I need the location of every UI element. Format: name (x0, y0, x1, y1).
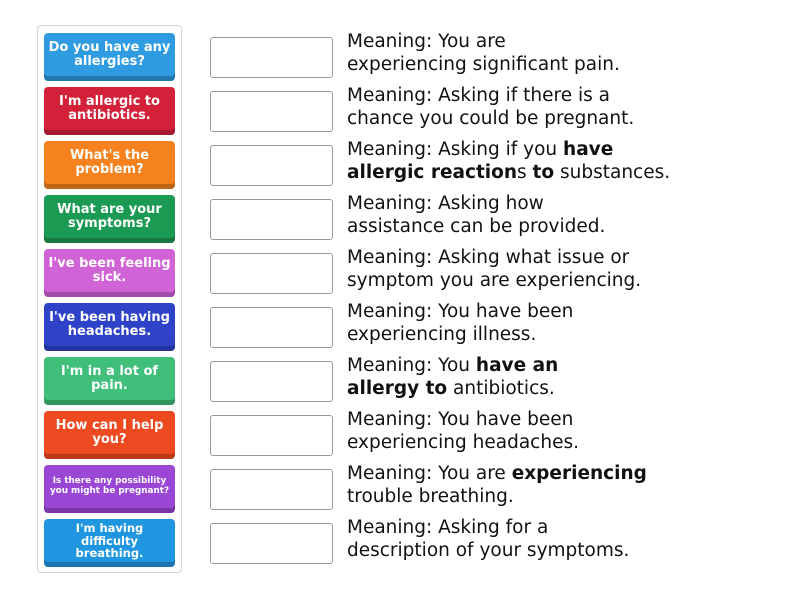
meaning-part: Meaning: Asking if there is a chance you could be pregnant. (347, 85, 635, 129)
meaning-part: Meaning: Asking how assistance can be provided. (347, 193, 606, 237)
meaning-bold-part: experiencing (511, 463, 647, 484)
meaning-part: substances. (554, 162, 671, 183)
answer-tile-label: I'm having difficulty breathing. (75, 521, 144, 561)
meaning-text (347, 192, 787, 238)
answer-tile-label: I've been having headaches. (49, 309, 170, 339)
drop-target-box[interactable] (210, 253, 333, 294)
meaning-bold-part: have an allergy to (347, 355, 559, 399)
meaning-text (347, 462, 787, 508)
answer-tile[interactable] (44, 195, 175, 243)
answer-tile[interactable] (44, 411, 175, 459)
answer-tile-label: I've been feeling sick. (48, 255, 171, 285)
meaning-text (347, 408, 787, 454)
meaning-part: Meaning: You are (347, 463, 512, 484)
answer-tile[interactable] (44, 303, 175, 351)
drop-target-box[interactable] (210, 145, 333, 186)
meaning-part: Meaning: Asking what issue or symptom you are experiencing. (347, 247, 642, 291)
meaning-part: antibiotics. (447, 378, 555, 399)
meaning-part: Meaning: Asking if you (347, 139, 564, 160)
answer-tile[interactable] (44, 465, 175, 513)
meaning-text (347, 246, 787, 292)
drop-target-box[interactable] (210, 307, 333, 348)
meaning-part: s (517, 162, 533, 183)
meaning-text (347, 30, 787, 76)
meaning-part: Meaning: You have been experiencing illness. (347, 301, 574, 345)
answer-tiles-panel (37, 25, 182, 573)
meaning-part: Meaning: You have been experiencing headaches. (347, 409, 579, 453)
meaning-part: Meaning: You (347, 355, 476, 376)
answer-tile-label: What are your symptoms? (57, 201, 162, 231)
answer-tile[interactable] (44, 141, 175, 189)
meaning-bold-part: to (532, 162, 555, 183)
answer-tile[interactable] (44, 519, 175, 567)
answer-tile[interactable] (44, 87, 175, 135)
drop-target-box[interactable] (210, 361, 333, 402)
meaning-text (347, 516, 787, 562)
drop-target-box[interactable] (210, 469, 333, 510)
meaning-part: Meaning: Asking for a description of your symptoms. (347, 517, 630, 561)
meaning-text (347, 84, 787, 130)
meaning-part: trouble breathing. (347, 486, 514, 507)
drop-target-box[interactable] (210, 523, 333, 564)
meaning-text (347, 354, 787, 400)
answer-tile-label: How can I help you? (55, 417, 164, 447)
meaning-bold-part: have allergic reaction (347, 139, 614, 183)
drop-target-box[interactable] (210, 37, 333, 78)
drop-target-box[interactable] (210, 91, 333, 132)
meaning-part: Meaning: You are experiencing significant pain. (347, 31, 620, 75)
answer-tile-label: I'm in a lot of pain. (60, 363, 159, 393)
answer-tile-label: Is there any possibility you might be pregnant? (49, 476, 170, 496)
answer-tile[interactable] (44, 357, 175, 405)
answer-tile-label: What's the problem? (69, 147, 150, 177)
drop-target-box[interactable] (210, 199, 333, 240)
answer-tile[interactable] (44, 33, 175, 81)
meaning-text (347, 138, 787, 184)
answer-tile-label: I'm allergic to antibiotics. (59, 93, 160, 123)
meaning-text (347, 300, 787, 346)
drop-target-box[interactable] (210, 415, 333, 456)
answer-tile[interactable] (44, 249, 175, 297)
answer-tile-label: Do you have any allergies? (48, 39, 171, 69)
